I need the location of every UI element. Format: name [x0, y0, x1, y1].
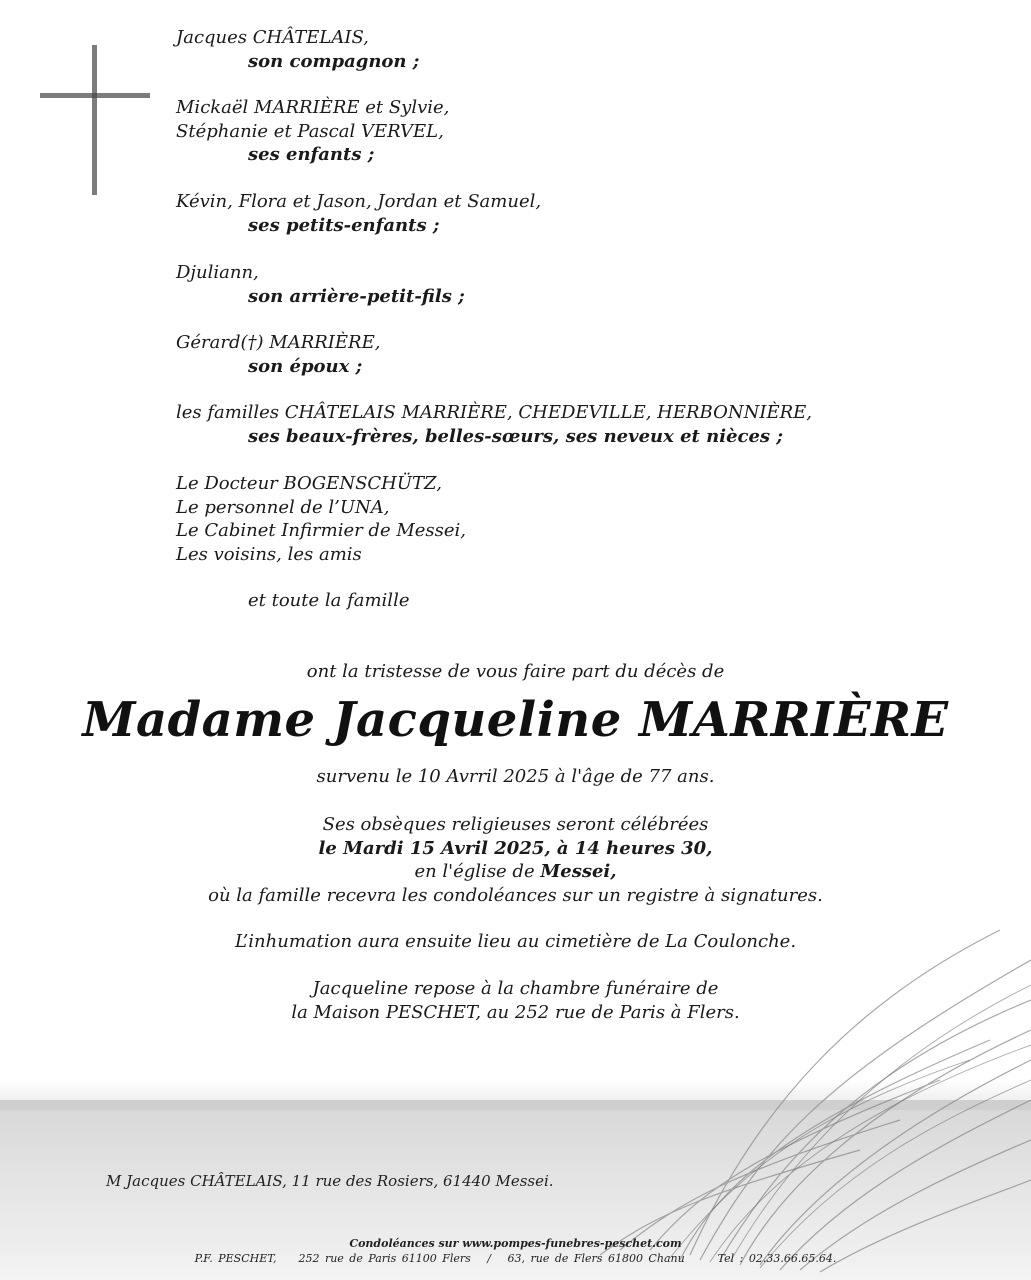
funeral-line-3: en l'église de Messei, [414, 861, 617, 882]
funeral-info [0, 813, 1031, 907]
company-footer [0, 1252, 1031, 1265]
others-list [176, 472, 466, 566]
family-name: Kévin, Flora et Jason, Jordan et Samuel, [176, 191, 542, 212]
others-item: Le personnel de l’UNA, [176, 496, 390, 518]
funeral-line-1: Ses obsèques religieuses seront célébrées [322, 814, 709, 835]
family-block-companion [176, 26, 419, 73]
family-name: Mickaël MARRIÈRE et Sylvie, [176, 97, 450, 118]
family-name: Gérard(†) MARRIÈRE, [176, 332, 381, 353]
company-address-2: 63, rue de Flers 61800 Chanu [507, 1252, 685, 1265]
family-name: Djuliann, [176, 262, 259, 283]
others-item: Le Docteur BOGENSCHÜTZ, [176, 473, 442, 494]
family-role: son époux ; [248, 355, 363, 377]
family-block-spouse [176, 331, 380, 378]
family-block-children [176, 96, 449, 167]
others-item: Les voisins, les amis [176, 543, 362, 565]
rest-line-2: la Maison PESCHET, au 252 rue de Paris à Flers. [291, 1001, 740, 1023]
funeral-line-4: où la famille recevra les condoléances sur un registre à signatures. [208, 884, 823, 906]
rest-info [0, 977, 1031, 1024]
family-role: ses beaux-frères, belles-sœurs, ses neveux et nièces ; [248, 425, 783, 447]
announcement: ont la tristesse de vous faire part du décès de [306, 661, 725, 682]
company-phone: Tel : 02.33.66.65.64. [717, 1252, 837, 1265]
family-name: les familles CHÂTELAIS MARRIÈRE, CHEDEVILLE, HERBONNIÈRE, [176, 402, 813, 423]
family-block-grandchildren [176, 190, 541, 237]
family-role: ses petits-enfants ; [248, 214, 440, 236]
funeral-line-2: le Mardi 15 Avril 2025, à 14 heures 30, [318, 837, 713, 859]
company-name: P.F. PESCHET, [194, 1252, 277, 1265]
burial-info: L’inhumation aura ensuite lieu au cimetière de La Coulonche. [234, 931, 797, 952]
cross-icon [40, 45, 150, 195]
contact-address: M Jacques CHÂTELAIS, 11 rue des Rosiers, 61440 Messei. [106, 1172, 554, 1190]
rest-line-1: Jacqueline repose à la chambre funéraire de [312, 978, 719, 999]
family-name: Jacques CHÂTELAIS, [176, 27, 369, 48]
whole-family: et toute la famille [248, 590, 410, 611]
family-block-great-grandson [176, 261, 465, 308]
family-role: ses enfants ; [248, 144, 375, 165]
deceased-name: Madame Jacqueline MARRIÈRE [82, 692, 949, 748]
family-name-2: Stéphanie et Pascal VERVEL, [176, 120, 444, 142]
death-info: survenu le 10 Avrril 2025 à l'âge de 77 ans. [316, 766, 715, 787]
family-role: son arrière-petit-fils ; [248, 285, 465, 307]
condolences-link: Condoléances sur www.pompes-funebres-peschet.com [349, 1237, 682, 1250]
others-item: Le Cabinet Infirmier de Messei, [176, 520, 467, 541]
company-address-1: 252 rue de Paris 61100 Flers [298, 1252, 471, 1265]
family-role: son compagnon ; [248, 50, 420, 72]
family-block-relatives [176, 401, 812, 448]
separator: / [487, 1252, 491, 1265]
